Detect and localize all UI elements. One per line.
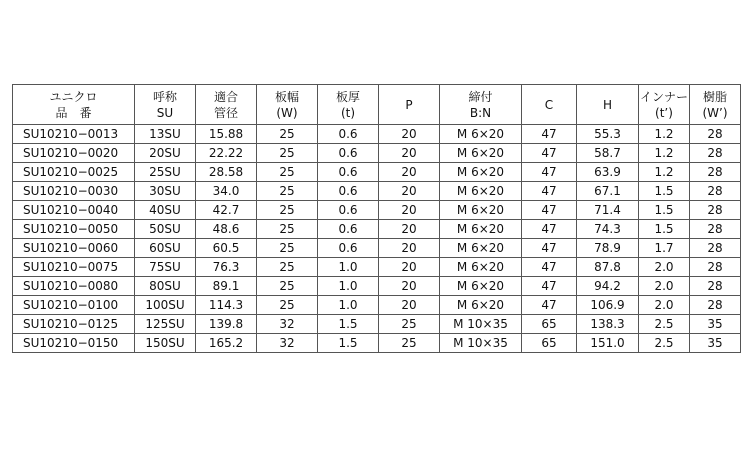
- header-label-line1: 樹脂: [702, 89, 727, 104]
- cell-band-width: 32: [257, 334, 318, 353]
- header-label-line2: 品 番: [55, 105, 92, 120]
- cell-band-width: 25: [257, 163, 318, 182]
- cell-part-number: SU10210−0100: [13, 296, 135, 315]
- cell-band-thickness: 0.6: [318, 144, 379, 163]
- cell-p: 25: [379, 334, 440, 353]
- cell-nominal-su: 100SU: [135, 296, 196, 315]
- header-fastener: [440, 85, 522, 125]
- header-p: [379, 85, 440, 125]
- cell-p: 20: [379, 220, 440, 239]
- cell-part-number: SU10210−0025: [13, 163, 135, 182]
- cell-part-number: SU10210−0075: [13, 258, 135, 277]
- cell-p: 20: [379, 239, 440, 258]
- cell-resin-width: 28: [690, 144, 741, 163]
- header-band-thickness: [318, 85, 379, 125]
- cell-h: 106.9: [577, 296, 639, 315]
- cell-h: 78.9: [577, 239, 639, 258]
- cell-part-number: SU10210−0080: [13, 277, 135, 296]
- spec-table: [12, 84, 741, 353]
- cell-resin-width: 28: [690, 277, 741, 296]
- cell-pipe-diameter: 76.3: [196, 258, 257, 277]
- header-label-line2: (t’): [655, 105, 673, 120]
- cell-nominal-su: 80SU: [135, 277, 196, 296]
- cell-p: 20: [379, 125, 440, 144]
- cell-band-thickness: 0.6: [318, 220, 379, 239]
- table-row: [13, 144, 741, 163]
- cell-resin-width: 28: [690, 220, 741, 239]
- header-label-line1: ユニクロ: [49, 89, 98, 104]
- header-label-line1: 適合: [213, 89, 238, 104]
- cell-h: 71.4: [577, 201, 639, 220]
- cell-nominal-su: 60SU: [135, 239, 196, 258]
- cell-band-thickness: 0.6: [318, 182, 379, 201]
- cell-h: 151.0: [577, 334, 639, 353]
- cell-resin-width: 35: [690, 315, 741, 334]
- cell-band-thickness: 1.0: [318, 277, 379, 296]
- header-part-number: [13, 85, 135, 125]
- cell-resin-width: 35: [690, 334, 741, 353]
- cell-c: 47: [522, 182, 577, 201]
- cell-nominal-su: 25SU: [135, 163, 196, 182]
- cell-nominal-su: 50SU: [135, 220, 196, 239]
- cell-p: 20: [379, 182, 440, 201]
- cell-resin-width: 28: [690, 296, 741, 315]
- cell-band-width: 25: [257, 239, 318, 258]
- cell-p: 20: [379, 163, 440, 182]
- cell-fastener: M 6×20: [440, 182, 522, 201]
- cell-band-thickness: 0.6: [318, 239, 379, 258]
- cell-band-width: 25: [257, 277, 318, 296]
- cell-h: 87.8: [577, 258, 639, 277]
- cell-band-width: 25: [257, 182, 318, 201]
- cell-inner-thickness: 1.2: [639, 144, 690, 163]
- cell-c: 65: [522, 315, 577, 334]
- cell-fastener: M 6×20: [440, 296, 522, 315]
- cell-fastener: M 6×20: [440, 144, 522, 163]
- cell-part-number: SU10210−0040: [13, 201, 135, 220]
- cell-fastener: M 6×20: [440, 239, 522, 258]
- cell-inner-thickness: 1.7: [639, 239, 690, 258]
- table-row: [13, 258, 741, 277]
- cell-p: 25: [379, 315, 440, 334]
- cell-fastener: M 6×20: [440, 220, 522, 239]
- cell-pipe-diameter: 42.7: [196, 201, 257, 220]
- cell-nominal-su: 30SU: [135, 182, 196, 201]
- header-h: [577, 85, 639, 125]
- header-label-line2: (W): [276, 105, 298, 120]
- cell-band-width: 25: [257, 220, 318, 239]
- cell-resin-width: 28: [690, 239, 741, 258]
- cell-band-thickness: 0.6: [318, 163, 379, 182]
- cell-resin-width: 28: [690, 201, 741, 220]
- cell-inner-thickness: 1.5: [639, 182, 690, 201]
- cell-part-number: SU10210−0125: [13, 315, 135, 334]
- cell-pipe-diameter: 89.1: [196, 277, 257, 296]
- cell-part-number: SU10210−0020: [13, 144, 135, 163]
- cell-resin-width: 28: [690, 125, 741, 144]
- cell-h: 138.3: [577, 315, 639, 334]
- cell-band-width: 25: [257, 125, 318, 144]
- cell-band-thickness: 0.6: [318, 201, 379, 220]
- cell-fastener: M 6×20: [440, 125, 522, 144]
- cell-resin-width: 28: [690, 258, 741, 277]
- table-row: [13, 125, 741, 144]
- cell-part-number: SU10210−0030: [13, 182, 135, 201]
- cell-fastener: M 10×35: [440, 315, 522, 334]
- cell-c: 47: [522, 144, 577, 163]
- header-label-line2: (t): [340, 105, 356, 120]
- header-pipe-diameter: [196, 85, 257, 125]
- cell-h: 55.3: [577, 125, 639, 144]
- header-label-line2: 管径: [213, 105, 238, 120]
- cell-inner-thickness: 1.2: [639, 125, 690, 144]
- cell-nominal-su: 150SU: [135, 334, 196, 353]
- cell-band-thickness: 1.5: [318, 334, 379, 353]
- header-label-line1: 呼称: [152, 89, 177, 104]
- cell-part-number: SU10210−0013: [13, 125, 135, 144]
- header-c: [522, 85, 577, 125]
- cell-p: 20: [379, 144, 440, 163]
- cell-pipe-diameter: 60.5: [196, 239, 257, 258]
- cell-pipe-diameter: 34.0: [196, 182, 257, 201]
- cell-band-width: 25: [257, 144, 318, 163]
- table-row: [13, 296, 741, 315]
- cell-band-width: 32: [257, 315, 318, 334]
- cell-p: 20: [379, 201, 440, 220]
- cell-band-thickness: 1.0: [318, 296, 379, 315]
- cell-c: 47: [522, 277, 577, 296]
- table-row: [13, 315, 741, 334]
- cell-fastener: M 10×35: [440, 334, 522, 353]
- table-row: [13, 220, 741, 239]
- header-band-width: [257, 85, 318, 125]
- table-row: [13, 182, 741, 201]
- cell-p: 20: [379, 258, 440, 277]
- table-row: [13, 163, 741, 182]
- cell-fastener: M 6×20: [440, 258, 522, 277]
- cell-inner-thickness: 1.2: [639, 163, 690, 182]
- header-label-line1: インナー: [639, 89, 688, 104]
- cell-band-width: 25: [257, 296, 318, 315]
- cell-pipe-diameter: 114.3: [196, 296, 257, 315]
- cell-inner-thickness: 2.0: [639, 277, 690, 296]
- cell-pipe-diameter: 48.6: [196, 220, 257, 239]
- cell-nominal-su: 75SU: [135, 258, 196, 277]
- cell-c: 47: [522, 201, 577, 220]
- cell-h: 74.3: [577, 220, 639, 239]
- cell-part-number: SU10210−0060: [13, 239, 135, 258]
- cell-pipe-diameter: 15.88: [196, 125, 257, 144]
- header-label-line1: 板厚: [335, 89, 360, 104]
- cell-p: 20: [379, 296, 440, 315]
- cell-part-number: SU10210−0150: [13, 334, 135, 353]
- header-label-line2: SU: [156, 105, 174, 120]
- header-row: [13, 85, 741, 125]
- cell-inner-thickness: 1.5: [639, 201, 690, 220]
- header-label-line1: 締付: [468, 89, 493, 104]
- cell-c: 47: [522, 125, 577, 144]
- header-label-line1: H: [602, 97, 613, 112]
- table-row: [13, 334, 741, 353]
- table-row: [13, 277, 741, 296]
- cell-pipe-diameter: 165.2: [196, 334, 257, 353]
- cell-nominal-su: 13SU: [135, 125, 196, 144]
- header-label-line2: B:N: [469, 105, 492, 120]
- cell-nominal-su: 125SU: [135, 315, 196, 334]
- header-label-line1: P: [405, 97, 413, 112]
- cell-band-thickness: 1.0: [318, 258, 379, 277]
- cell-inner-thickness: 2.0: [639, 296, 690, 315]
- cell-fastener: M 6×20: [440, 201, 522, 220]
- cell-inner-thickness: 1.5: [639, 220, 690, 239]
- cell-c: 47: [522, 296, 577, 315]
- header-label-line2: (W’): [702, 105, 728, 120]
- cell-h: 94.2: [577, 277, 639, 296]
- cell-resin-width: 28: [690, 182, 741, 201]
- cell-p: 20: [379, 277, 440, 296]
- cell-nominal-su: 20SU: [135, 144, 196, 163]
- cell-pipe-diameter: 28.58: [196, 163, 257, 182]
- table-row: [13, 239, 741, 258]
- cell-c: 47: [522, 258, 577, 277]
- header-label-line1: C: [544, 97, 554, 112]
- cell-inner-thickness: 2.5: [639, 315, 690, 334]
- cell-h: 58.7: [577, 144, 639, 163]
- table-row: [13, 201, 741, 220]
- cell-band-width: 25: [257, 258, 318, 277]
- cell-c: 65: [522, 334, 577, 353]
- cell-h: 67.1: [577, 182, 639, 201]
- cell-fastener: M 6×20: [440, 163, 522, 182]
- header-nominal-su: [135, 85, 196, 125]
- table-body: [13, 125, 741, 353]
- cell-c: 47: [522, 163, 577, 182]
- header-resin-width: [690, 85, 741, 125]
- cell-pipe-diameter: 22.22: [196, 144, 257, 163]
- cell-inner-thickness: 2.0: [639, 258, 690, 277]
- header-inner-thickness: [639, 85, 690, 125]
- cell-part-number: SU10210−0050: [13, 220, 135, 239]
- cell-h: 63.9: [577, 163, 639, 182]
- cell-band-thickness: 1.5: [318, 315, 379, 334]
- header-label-line1: 板幅: [274, 89, 299, 104]
- cell-resin-width: 28: [690, 163, 741, 182]
- cell-pipe-diameter: 139.8: [196, 315, 257, 334]
- cell-c: 47: [522, 239, 577, 258]
- cell-band-width: 25: [257, 201, 318, 220]
- cell-fastener: M 6×20: [440, 277, 522, 296]
- cell-nominal-su: 40SU: [135, 201, 196, 220]
- cell-band-thickness: 0.6: [318, 125, 379, 144]
- cell-inner-thickness: 2.5: [639, 334, 690, 353]
- cell-c: 47: [522, 220, 577, 239]
